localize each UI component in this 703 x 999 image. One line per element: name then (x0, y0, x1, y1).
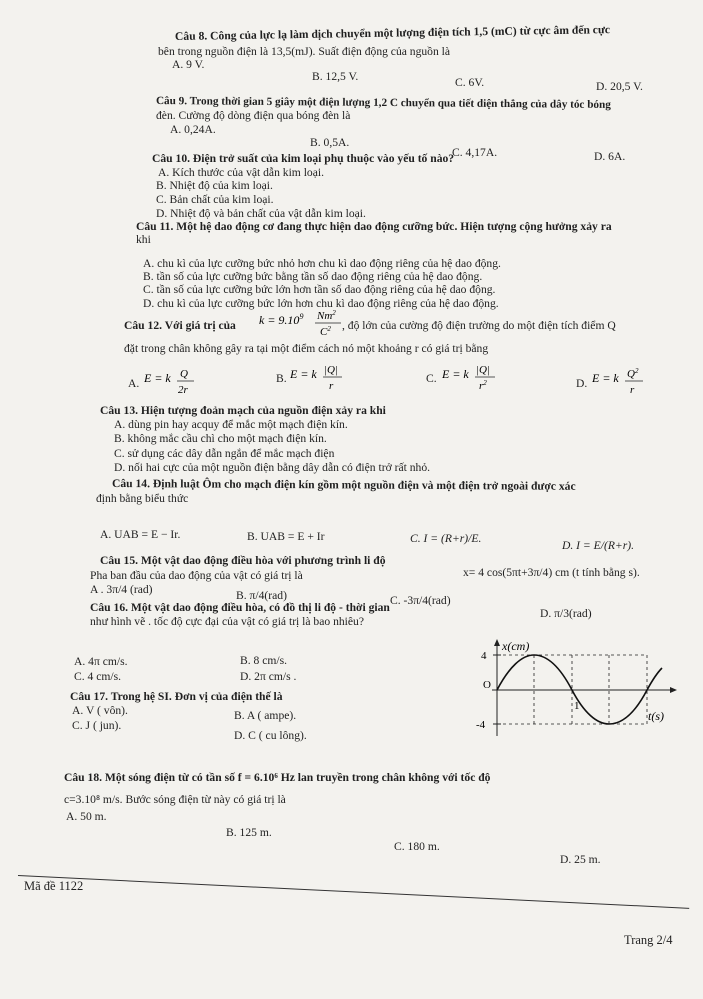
q15-option-c: C. -3π/4(rad) (390, 594, 451, 607)
q16-option-a: A. 4π cm/s. (74, 655, 128, 668)
q17-option-d: D. C ( cu lông). (234, 729, 307, 742)
q11-stem-line1: Câu 11. Một hệ dao động cơ đang thực hiện dao động cưỡng bức. Hiện tượng cộng hưởng xảy ra (136, 220, 612, 233)
q14-option-d: D. I = E/(R+r). (562, 539, 634, 552)
q12-option-d-label: D. (576, 377, 588, 390)
q10-option-b: B. Nhiệt độ của kim loại. (156, 179, 273, 192)
q13-stem: Câu 13. Hiện tượng đoản mạch của nguồn điện xảy ra khi (100, 404, 386, 417)
svg-text:E = k: E = k (442, 367, 469, 381)
q15-option-d: D. π/3(rad) (540, 607, 592, 620)
graph-x-label: t(s) (648, 709, 664, 723)
graph-origin-label: O (483, 679, 491, 691)
svg-text:r2: $r^2$ (479, 379, 487, 392)
q8-option-c: C. 6V. (455, 76, 485, 89)
q18-option-b: B. 125 m. (226, 826, 272, 839)
footer-divider (18, 875, 689, 909)
q9-option-c: C. 4,17A. (452, 146, 498, 159)
q9-stem-line1: Câu 9. Trong thời gian 5 giây một điện lượng 1,2 C chuyển qua tiết diện thẳng của dây tóc bóng (155, 95, 611, 111)
q14-stem-line1: Câu 14. Định luật Ôm cho mạch điện kín gồm một nguồn điện và một điện trở ngoài được xác (111, 477, 576, 493)
graph-tick-top-label: 4 (481, 650, 487, 662)
q18-option-a: A. 50 m. (66, 810, 107, 823)
q12-option-b-label: B. (276, 372, 287, 385)
graph-y-label: x(cm) (502, 639, 530, 653)
q17-option-b: B. A ( ampe). (234, 709, 297, 722)
q18-option-d: D. 25 m. (560, 853, 601, 866)
graph-tick-bottom-label: -4 (476, 719, 486, 731)
q8-stem-line1: Câu 8. Công của lực lạ làm dịch chuyển một lượng điện tích 1,5 (mC) từ cực âm đến cực (174, 23, 611, 43)
q15-stem-line1: Câu 15. Một vật dao động điều hòa với phương trình li độ (100, 554, 386, 567)
q13-option-b: B. không mắc cầu chì cho một mạch điện kín. (114, 432, 327, 445)
q11-option-c: C. tần số của lực cưỡng bức lớn hơn tần số dao động riêng của hệ dao động. (143, 283, 496, 296)
svg-text:E = k: E = k (592, 371, 619, 385)
q8-option-d: D. 20,5 V. (596, 80, 643, 93)
svg-text:|Q|: |Q| (476, 364, 490, 376)
q17-stem: Câu 17. Trong hệ SI. Đơn vị của điện thế là (70, 690, 283, 703)
q15-option-a: A . 3π/4 (rad) (90, 583, 153, 596)
q14-option-b: B. UAB = E + Ir (247, 530, 325, 543)
svg-text:Q2: $Q^2$ (627, 367, 639, 380)
svg-text:Nm2: Nm$^2$ (317, 309, 336, 322)
q15-equation: x= 4 cos(5πt+3π/4) cm (t tính bằng s). (463, 566, 640, 579)
q14-option-a: A. UAB = E − Ir. (100, 528, 181, 541)
q11-option-d: D. chu kì của lực cưỡng bức lớn hơn chu kì dao động riêng của hệ dao động. (143, 297, 499, 310)
svg-text:r: r (630, 384, 635, 396)
q9-option-d: D. 6A. (594, 150, 626, 163)
graph-y-arrow (494, 639, 500, 646)
q16-stem-line1: Câu 16. Một vật dao động điều hòa, có đồ thị li độ - thời gian (90, 601, 390, 614)
q16-stem-line2: như hình vẽ . tốc độ cực đại của vật có giá trị là bao nhiêu? (90, 615, 364, 628)
q16-option-b: B. 8 cm/s. (240, 654, 288, 667)
q18-stem-line1: Câu 18. Một sóng điện từ có tần số f = 6.10⁶ Hz lan truyền trong chân không với tốc độ (64, 771, 491, 784)
graph-tick-t-label: 1 (574, 700, 580, 712)
graph-x-arrow (670, 687, 677, 693)
q10-option-c: C. Bản chất của kim loại. (156, 193, 274, 206)
q8-option-b: B. 12,5 V. (312, 70, 359, 83)
svg-text:r: r (329, 380, 334, 392)
q10-option-d: D. Nhiệt độ và bản chất của vật dẫn kim loại. (156, 207, 366, 220)
q12-stem-prefix: Câu 12. Với giá trị của (124, 319, 236, 332)
q18-option-c: C. 180 m. (394, 840, 440, 853)
q14-option-c: C. I = (R+r)/E. (410, 532, 482, 545)
q11-option-b: B. tần số của lực cưỡng bức bằng tần số dao động riêng của hệ dao động. (143, 270, 483, 283)
q17-option-c: C. J ( jun). (72, 719, 122, 732)
svg-text:k = 9.109: $k = 9.10^9$ (259, 312, 304, 327)
q9-stem-line2: đèn. Cường độ dòng điện qua bóng đèn là (156, 109, 351, 122)
q17-option-a: A. V ( vôn). (72, 704, 128, 717)
q11-option-a: A. chu kì của lực cưỡng bức nhỏ hơn chu kì dao động riêng của hệ dao động. (143, 257, 501, 270)
svg-text:2r: 2r (178, 384, 188, 396)
q10-stem: Câu 10. Điện trở suất của kim loại phụ thuộc vào yếu tố nào? (152, 152, 455, 165)
svg-text:E = k: E = k (290, 367, 317, 381)
q12-stem-line2: đặt trong chân không gây ra tại một điểm cách nó một khoảng r có giá trị bằng (124, 342, 489, 355)
page-number: Trang 2/4 (624, 933, 673, 947)
svg-text:C2: $C^2$ (320, 325, 331, 338)
svg-text:Q: Q (180, 368, 188, 380)
q12-option-c-formula (442, 361, 507, 393)
q16-option-d: D. 2π cm/s . (240, 670, 297, 683)
svg-text:|Q|: |Q| (324, 364, 338, 376)
q12-stem-post: , độ lớn của cường độ điện trường do một điện tích điểm Q (342, 319, 616, 332)
q16-graph (472, 636, 687, 748)
q9-option-a: A. 0,24A. (170, 123, 216, 136)
q15-option-b: B. π/4(rad) (236, 589, 287, 602)
q16-option-c: C. 4 cm/s. (74, 670, 122, 683)
q12-option-a-label: A. (128, 377, 140, 390)
q12-option-d-formula (592, 365, 657, 397)
q13-option-c: C. sử dụng các dây dẫn ngắn để mắc mạch điện (114, 447, 335, 460)
q10-option-a: A. Kích thước của vật dẫn kim loại. (158, 166, 324, 179)
q18-stem-line2: c=3.10⁸ m/s. Bước sóng điện từ này có giá trị là (64, 793, 286, 806)
q12-option-c-label: C. (426, 372, 437, 385)
q12-k-formula (259, 306, 354, 338)
q12-option-a-formula (144, 365, 204, 397)
q13-option-d: D. nối hai cực của một nguồn điện bằng dây dẫn có điện trở rất nhỏ. (114, 461, 431, 474)
q11-stem-line2: khi (136, 233, 151, 246)
q13-option-a: A. dùng pin hay acquy để mắc một mạch điện kín. (114, 418, 348, 431)
q12-option-b-formula (290, 361, 355, 393)
q14-stem-line2: định bằng biểu thức (96, 492, 189, 505)
q8-stem-line2: bên trong nguồn điện là 13,5(mJ). Suất điện động của nguồn là (158, 45, 451, 58)
svg-text:E = k: E = k (144, 371, 171, 385)
q9-option-b: B. 0,5A. (310, 136, 350, 149)
exam-code: Mã đề 1122 (24, 879, 84, 893)
q15-stem-line2: Pha ban đầu của dao động của vật có giá trị là (90, 569, 303, 582)
q8-option-a: A. 9 V. (172, 58, 205, 71)
